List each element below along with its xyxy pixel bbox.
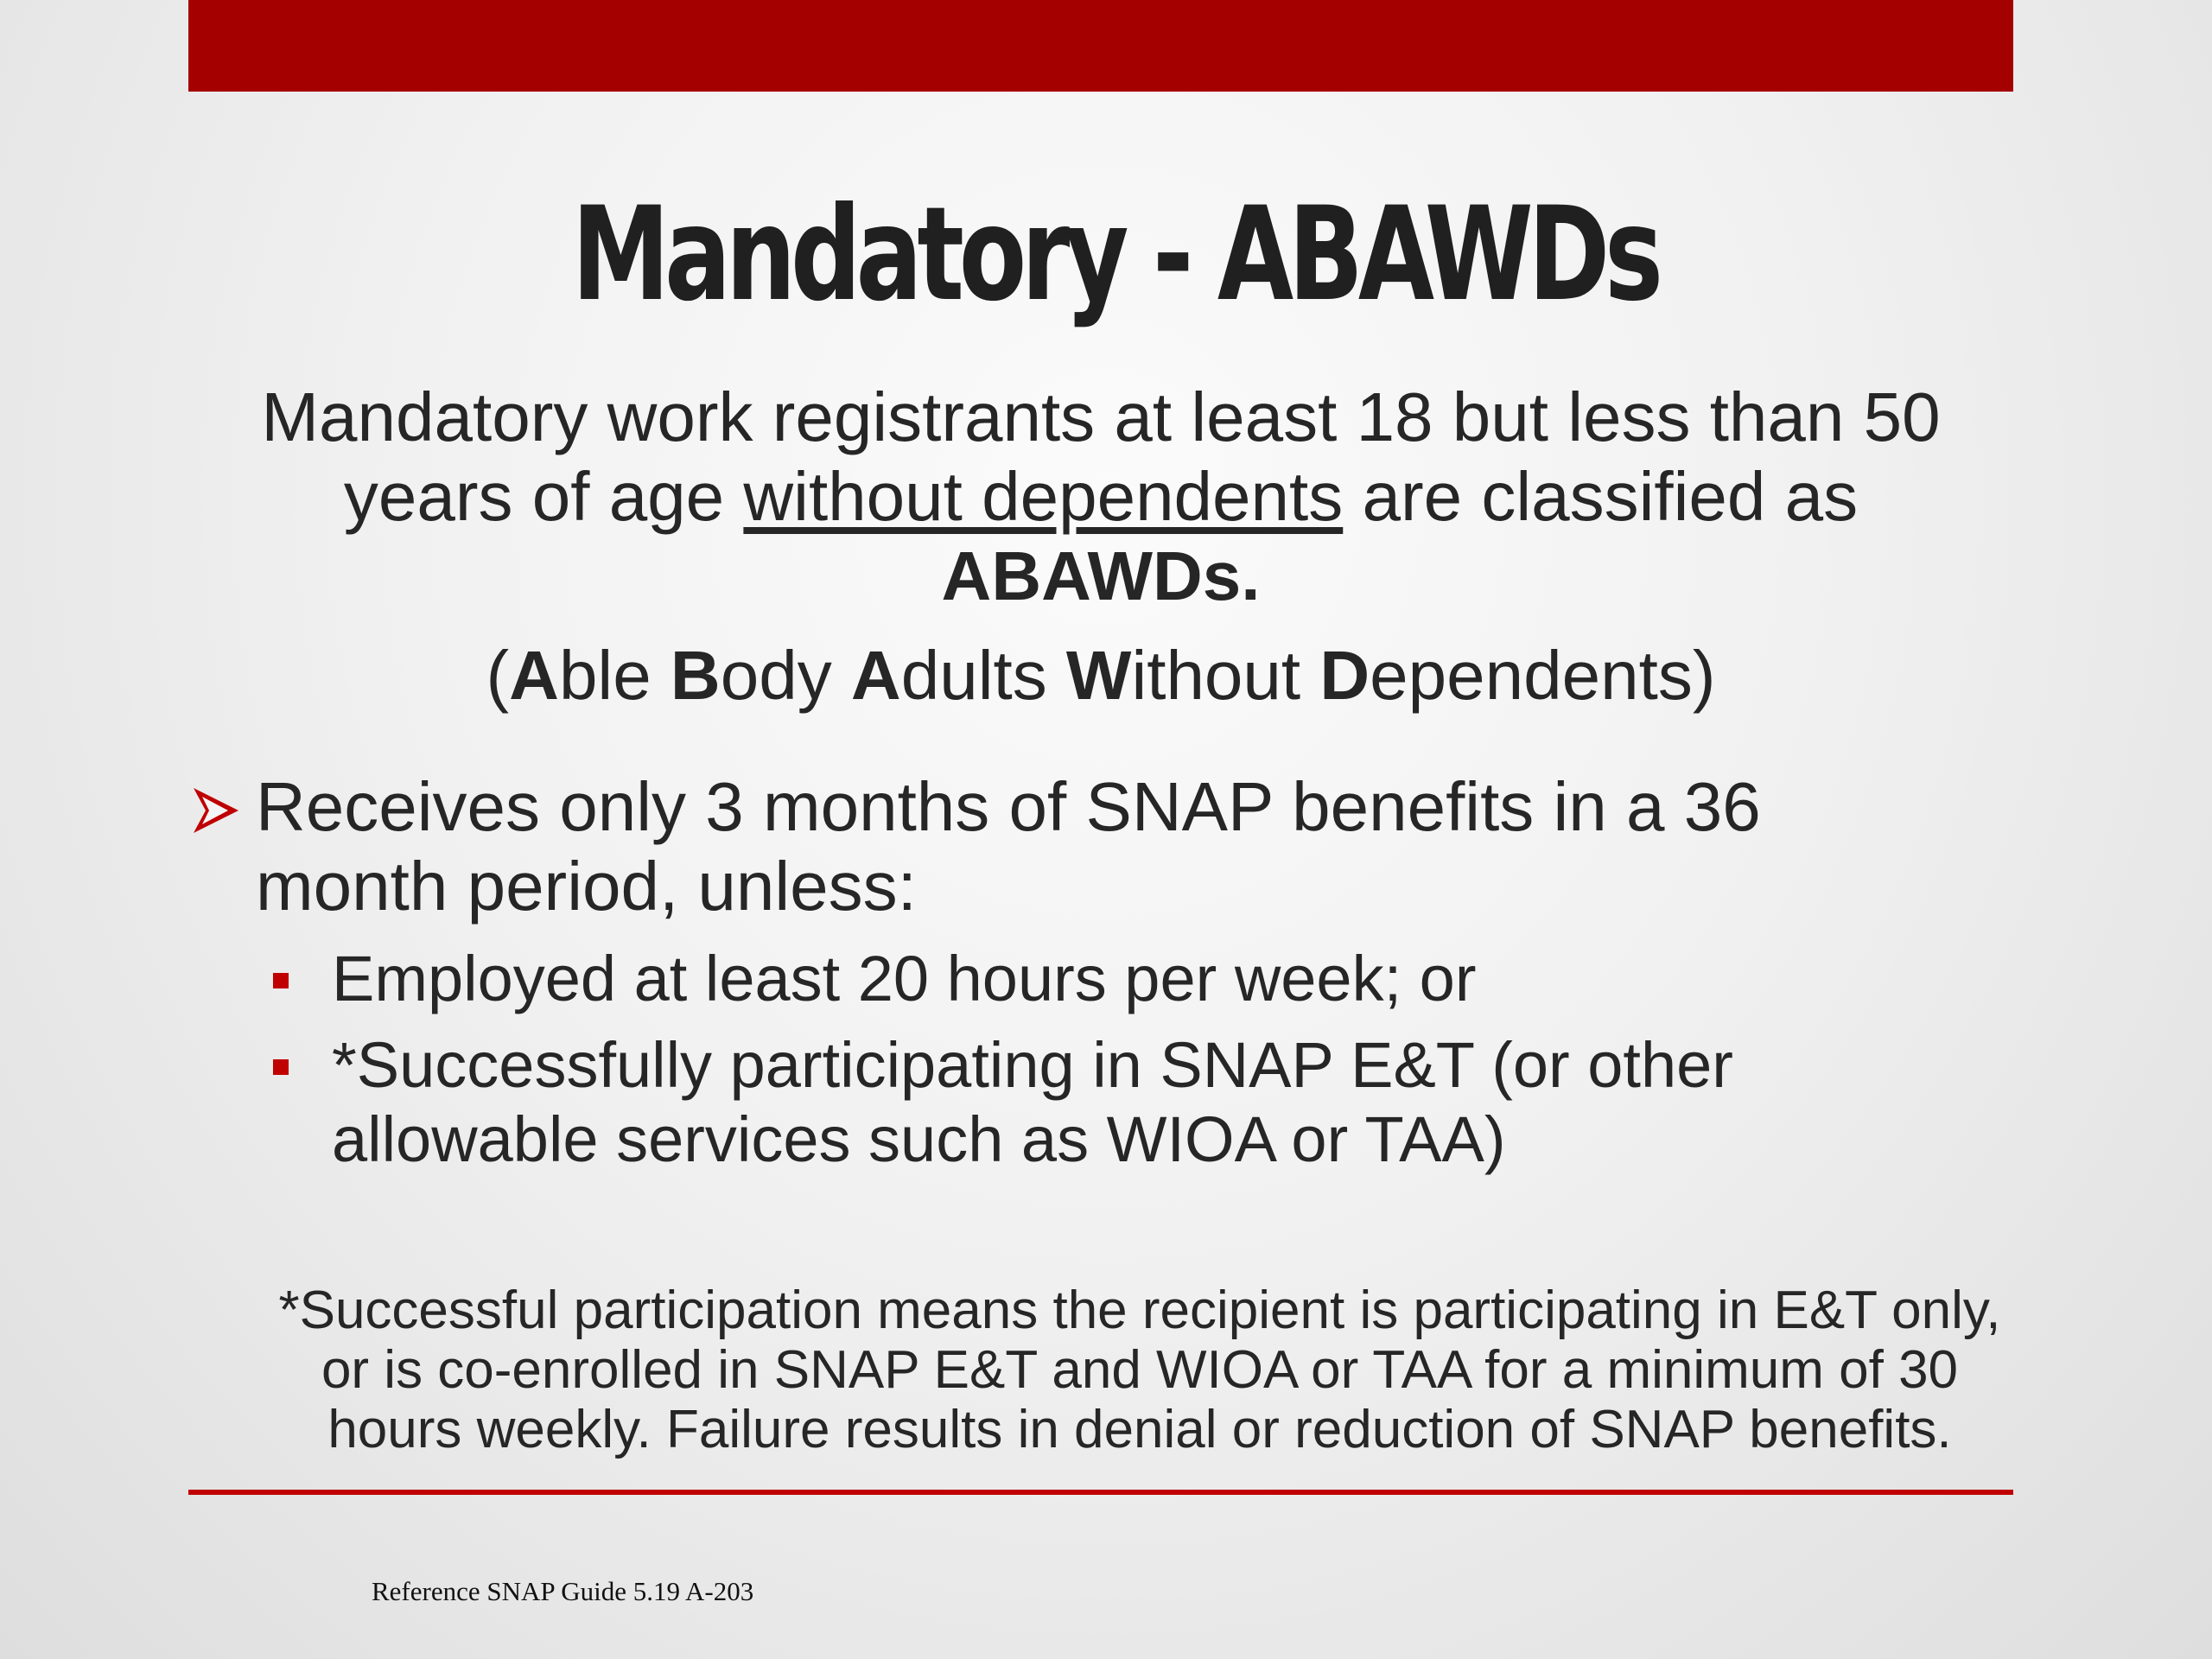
expansion-dependents: ependents) bbox=[1370, 637, 1716, 714]
sub-bullet-text: *Successfully participating in SNAP E&T (or other allowable services such as WIOA or TAA) bbox=[332, 1029, 1733, 1175]
intro-paragraph bbox=[188, 378, 2013, 616]
main-bullet-text: Receives only 3 months of SNAP benefits in a 36 month period, unless: bbox=[256, 768, 1761, 925]
footnote: *Successful participation means the recipient is participating in E&T only, or is co-enrolled in SNAP E&T and WIOA or TAA for a minimum of 30 hours weekly. Failure results in denial or reduction of SNAP benefits. bbox=[278, 1281, 2001, 1459]
expansion-letter-a: A bbox=[509, 637, 559, 714]
intro-underlined-phrase: without dependents bbox=[743, 458, 1344, 535]
reference-citation: Reference SNAP Guide 5.19 A-203 bbox=[372, 1576, 754, 1606]
bottom-divider bbox=[188, 1490, 2013, 1495]
expansion-letter-w: W bbox=[1065, 637, 1132, 714]
top-accent-bar bbox=[188, 0, 2013, 92]
expansion-letter-b: B bbox=[670, 637, 721, 714]
square-bullet-icon bbox=[273, 1059, 289, 1075]
slide-title: Mandatory - ABAWDs bbox=[571, 180, 1658, 330]
sub-bullet-item bbox=[270, 1028, 1963, 1177]
intro-line-1: Mandatory work registrants at least 18 but less than 50 bbox=[261, 378, 1941, 455]
acronym-expansion bbox=[188, 636, 2013, 715]
expansion-letter-a2: A bbox=[850, 637, 901, 714]
sub-bullet-item bbox=[270, 942, 1963, 1016]
expansion-without: ithout bbox=[1131, 637, 1320, 714]
expansion-open-paren: ( bbox=[486, 637, 510, 714]
intro-line-2-end: are classified as bbox=[1343, 458, 1859, 535]
intro-line-2-start: years of age bbox=[343, 458, 744, 535]
sub-bullet-text: Employed at least 20 hours per week; or bbox=[332, 943, 1477, 1014]
sub-bullet-list bbox=[270, 942, 1963, 1189]
main-bullet bbox=[190, 767, 1970, 926]
expansion-adults: dults bbox=[900, 637, 1066, 714]
square-bullet-icon bbox=[273, 973, 289, 988]
expansion-letter-d: D bbox=[1319, 637, 1370, 714]
intro-abawds-term: ABAWDs. bbox=[941, 537, 1261, 614]
expansion-able: ble bbox=[558, 637, 671, 714]
arrow-bullet-icon bbox=[190, 785, 242, 836]
expansion-body: ody bbox=[720, 637, 851, 714]
